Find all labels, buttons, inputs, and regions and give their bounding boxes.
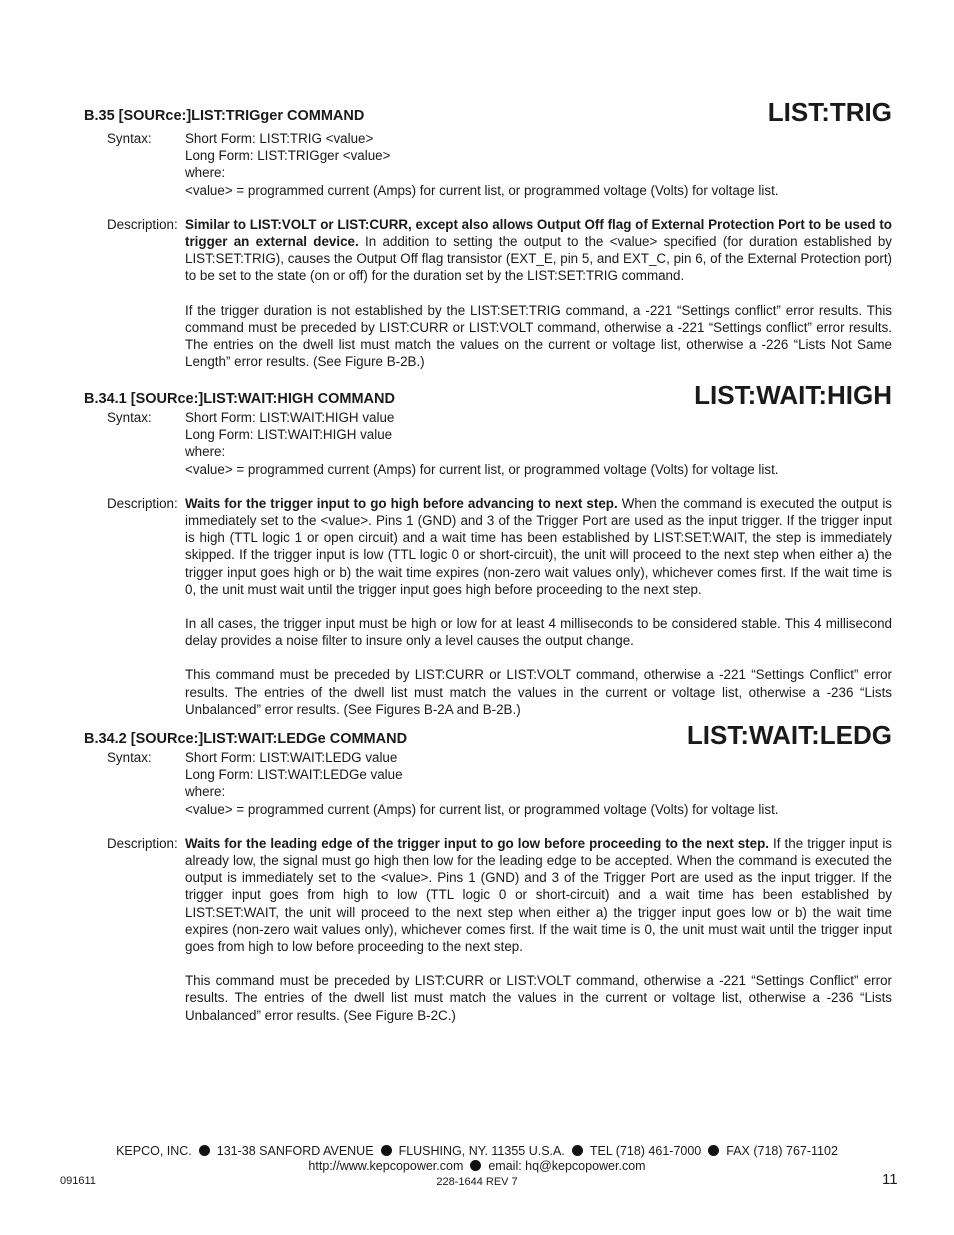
- syntax-short-form: Short Form: LIST:WAIT:LEDG value: [185, 750, 398, 765]
- command-title: LIST:WAIT:HIGH: [694, 380, 892, 410]
- section-list-trig: [84, 92, 892, 370]
- footer-tel: TEL (718) 461-7000: [589, 1144, 702, 1158]
- footer-date-code: 091611: [60, 1175, 96, 1187]
- footer-fax: FAX (718) 767-1102: [726, 1144, 838, 1158]
- syntax-label: Syntax:: [107, 750, 152, 765]
- section-header: [84, 92, 892, 126]
- description-label: Description:: [107, 835, 178, 851]
- section-number-heading: B.35 [SOURce:]LIST:TRIGger COMMAND: [84, 108, 365, 124]
- section-number-heading: B.34.1 [SOURce:]LIST:WAIT:HIGH COMMAND: [84, 391, 395, 407]
- command-title: LIST:TRIG: [767, 97, 892, 127]
- bullet-icon: [572, 1145, 583, 1156]
- footer-web-link[interactable]: http://www.kepcopower.com: [308, 1159, 464, 1173]
- description-block: [84, 835, 892, 955]
- syntax-where: where:: [185, 444, 226, 460]
- syntax-value-desc: <value> = programmed current (Amps) for current list, or programmed voltage (Volts) for voltage list.: [185, 182, 779, 198]
- footer-address-line: [0, 1144, 954, 1158]
- bullet-icon: [708, 1145, 719, 1156]
- syntax-block: [84, 749, 892, 818]
- footer-doc-number: 228-1644 REV 7: [436, 1176, 518, 1188]
- description-block: [84, 216, 892, 285]
- description-paragraph: This command must be preceded by LIST:CURR or LIST:VOLT command, otherwise a -221 “Settings Conflict” error results. The entries of the dwell list must match the values in the current or voltage list, otherwise a -236 “Lists Unbalanced” error results. (See Figure B-2C.): [185, 973, 892, 1023]
- syntax-long-form: Long Form: LIST:WAIT:LEDGe value: [185, 767, 403, 783]
- footer-address: 131-38 SANFORD AVENUE: [216, 1144, 374, 1158]
- section-list-wait-high: [84, 375, 892, 718]
- section-list-wait-ledg: [84, 715, 892, 1024]
- description-bold-text: Similar to LIST:VOLT or LIST:CURR, except also allows Output Off flag of External Protection Port to be used to trigger an external device.: [185, 216, 892, 250]
- description-label: Description:: [107, 216, 178, 232]
- description-text: In addition to setting the output to the <value> specified (for duration established by LIST:SET:TRIG), causes the Output Off flag transistor (EXT_E, pin 5, and EXT_C, pin 6, of the External Protection port) to be set to the state (on or off) for the duration set by the LIST:SET:TRIG command.: [185, 234, 892, 284]
- syntax-where: where:: [185, 784, 226, 800]
- description-paragraph: This command must be preceded by LIST:CURR or LIST:VOLT command, otherwise a -221 “Settings Conflict” error results. The entries of the dwell list must match the values in the current or voltage list, otherwise a -236 “Lists Unbalanced” error results. (See Figures B-2A and B-2B.): [185, 667, 892, 717]
- syntax-short-form: Short Form: LIST:TRIG <value>: [185, 131, 374, 146]
- section-number-heading: B.34.2 [SOURce:]LIST:WAIT:LEDGe COMMAND: [84, 731, 408, 747]
- footer-contact-line: [0, 1159, 954, 1173]
- syntax-long-form: Long Form: LIST:TRIGger <value>: [185, 148, 391, 164]
- description-text: If the trigger input is already low, the signal must go high then low for the leading edge to be accepted. When the command is executed the output is immediately set to the <value>. Pins 1 (GND) and 3 of the Trigger Port are used as the input trigger. If the trigger input goes from high to low (TTL logic 0 or short-circuit) and a wait time has been established by LIST:SET:WAIT, the unit will proceed to the next step when either a) the trigger input goes low or b) the wait time expires (non-zero wait values only), whichever comes first. If the wait time is 0, the unit must wait until the trigger input goes from high to low before proceeding to the next step.: [185, 835, 892, 955]
- bullet-icon: [470, 1160, 481, 1171]
- description-bold-text: Waits for the leading edge of the trigger input to go low before proceeding to the next step.: [185, 835, 769, 851]
- description-paragraph: If the trigger duration is not established by the LIST:SET:TRIG command, a -221 “Settings conflict” error results. This command must be preceded by LIST:CURR or LIST:VOLT command, otherwise a -221 “Settings conflict” error results. The entries on the dwell list must match the values on the current or voltage list, otherwise a -226 “Lists Not Same Length” error results. (See Figure B-2B.): [185, 302, 892, 370]
- description-block: [84, 495, 892, 598]
- syntax-label: Syntax:: [107, 131, 152, 146]
- footer-company: KEPCO, INC.: [116, 1144, 192, 1158]
- syntax-block: [84, 409, 892, 478]
- syntax-block: [84, 130, 892, 199]
- command-title: LIST:WAIT:LEDG: [686, 720, 892, 750]
- syntax-where: where:: [185, 165, 226, 181]
- description-bold-text: Waits for the trigger input to go high before advancing to next step.: [185, 495, 618, 511]
- bullet-icon: [381, 1145, 392, 1156]
- footer-city: FLUSHING, NY. 11355 U.S.A.: [398, 1144, 565, 1158]
- syntax-label: Syntax:: [107, 410, 152, 425]
- section-header: [84, 375, 892, 409]
- syntax-value-desc: <value> = programmed current (Amps) for current list, or programmed voltage (Volts) for voltage list.: [185, 461, 779, 477]
- footer-email-link[interactable]: email: hq@kepcopower.com: [488, 1159, 646, 1173]
- syntax-short-form: Short Form: LIST:WAIT:HIGH value: [185, 410, 395, 425]
- description-label: Description:: [107, 495, 178, 511]
- bullet-icon: [199, 1145, 210, 1156]
- page-number: 11: [882, 1171, 898, 1188]
- syntax-value-desc: <value> = programmed current (Amps) for current list, or programmed voltage (Volts) for voltage list.: [185, 801, 779, 817]
- section-header: [84, 715, 892, 749]
- description-paragraph: In all cases, the trigger input must be high or low for at least 4 milliseconds to be considered stable. This 4 millisecond delay provides a noise filter to insure only a level causes the output change.: [185, 616, 892, 649]
- description-text: When the command is executed the output is immediately set to the <value>. Pins 1 (GND) and 3 of the Trigger Port are used as the input trigger. If the trigger input is high (TTL logic 1 or open circuit) and a wait time has been established by LIST:SET:WAIT, the step is immediately skipped. If the trigger input is low (TTL logic 0 or short-circuit), the unit will proceed to the next step when either a) the trigger input goes high or b) the wait time expires (non-zero wait values only), whichever comes first. If the wait time is 0, the unit must wait until the trigger input goes high before proceeding to the next step.: [185, 495, 892, 597]
- syntax-long-form: Long Form: LIST:WAIT:HIGH value: [185, 427, 393, 443]
